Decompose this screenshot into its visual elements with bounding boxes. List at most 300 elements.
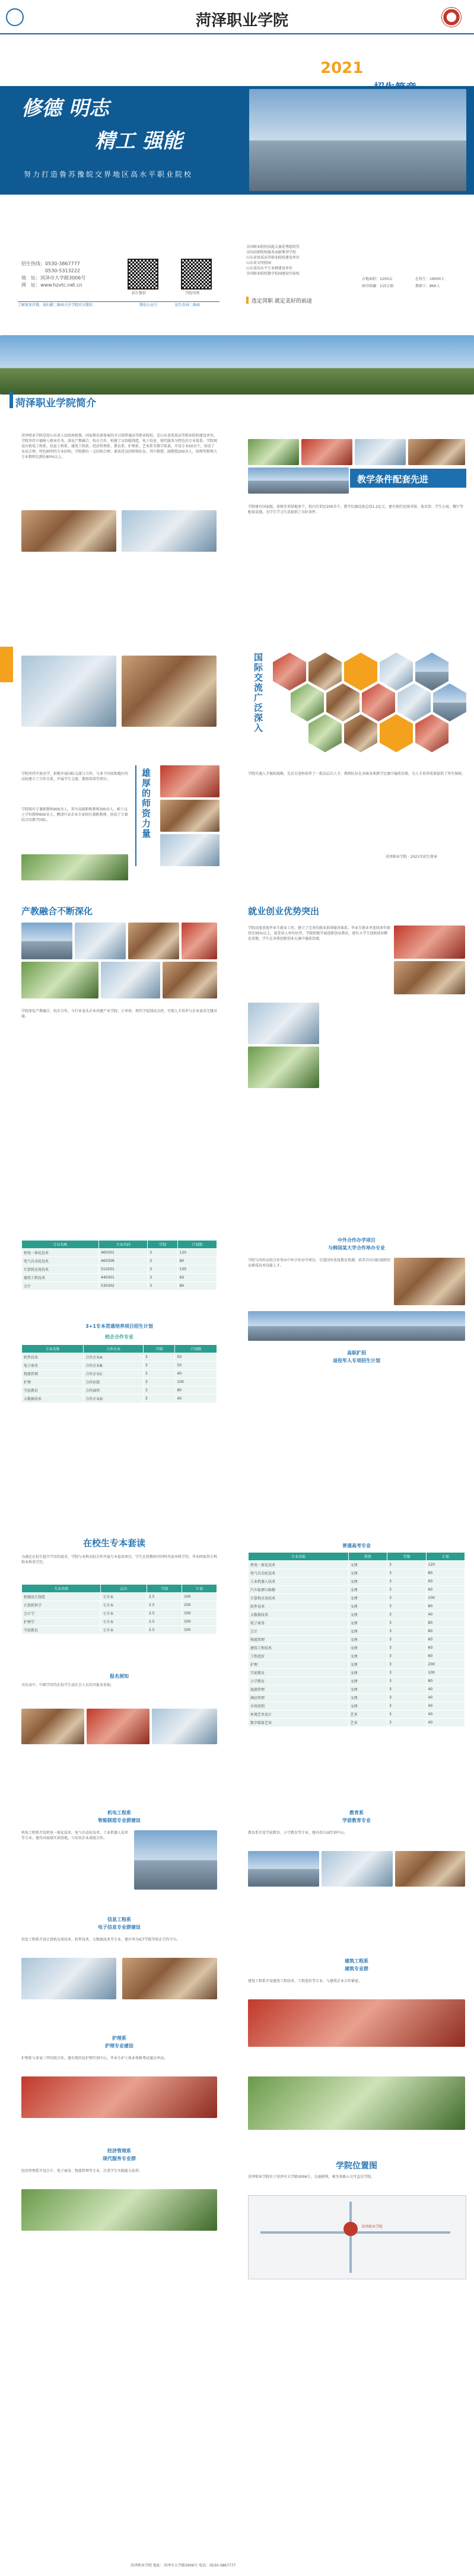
industry-photo (101, 962, 160, 998)
cell: 50 (175, 1362, 217, 1370)
school-name: 菏泽职业学院 (196, 12, 289, 30)
admission-note-title: 报名须知 (110, 1674, 129, 1679)
footer-note: 菏泽职业学院 地址：菏泽市大学路3006号 电话：0530-3867777 (131, 2564, 236, 2568)
cell: 建筑工程技术 (22, 1274, 99, 1282)
teaching-title: 教学条件配套先进 (357, 474, 429, 485)
table-row (22, 1257, 217, 1265)
industry-photo (21, 923, 72, 959)
table-header: 科类 (348, 1553, 387, 1561)
table-row (22, 1282, 217, 1290)
hex-photo (362, 683, 395, 721)
cell: 80 (177, 1257, 217, 1265)
faculty-photo (122, 656, 217, 727)
cell: 3 (387, 1594, 426, 1602)
cell: 40 (175, 1395, 217, 1403)
graduation-photo (152, 1709, 217, 1744)
dept-photo (248, 1851, 319, 1887)
cell: 3 (387, 1644, 426, 1652)
cell: 3 (387, 1710, 426, 1719)
cell: 文理 (348, 1627, 387, 1636)
intl-body3: 学院实施人才强校战略，先后引进和培养了一批高层次人才，教师队伍在各级各类教学比赛中屡获佳绩，为人才培养质量提供了坚实保障。 (248, 772, 466, 776)
contact-address: 地 址：菏泽市大学路3006号 (21, 275, 86, 281)
cell: 100 (182, 1601, 217, 1610)
cell: 艺术 (348, 1719, 387, 1727)
cell: 合作企业C (84, 1370, 143, 1378)
cell: 合作企业A (84, 1353, 143, 1362)
cell: 建筑工程技术 (249, 1644, 349, 1652)
cell: 工程造价 (249, 1652, 349, 1661)
cell: 40 (426, 1685, 465, 1694)
cell: 3 (143, 1395, 175, 1403)
slogan: 努力打造鲁苏豫皖交界地区高水平职业院校 (24, 170, 193, 179)
cell: 2.5 (147, 1618, 182, 1626)
hex-photo (397, 683, 431, 721)
cell: 50 (175, 1353, 217, 1362)
cell: 60 (426, 1644, 465, 1652)
qr2-label: 学院官网 (185, 291, 200, 295)
list-item: 山东省高水平专业群建设单位 (246, 266, 293, 271)
table-row (249, 1627, 465, 1636)
cell: 环境艺术设计 (249, 1710, 349, 1719)
hex-photo (380, 714, 413, 752)
cell: 3 (387, 1586, 426, 1594)
intro-body: 菏泽职业学院是经山东省人民政府批准、国家教育部备案的全日制普通高等职业院校，是山东省优质高等职业院校建设单位。学院坚持立德树人根本任务，深化产教融合、校企合作，构建了以智能制造、电子信息、现代服务为特色的专业体系。学院现设有机电工程系、信息工程系、建筑工程系、经济管理系、教育系、护理系、艺术系等教学系部，开设专业50余个，形成了布局合理、特色鲜明的专业结构。学院拥有一支结构合理、素质优良的师资队伍，其中教授、副教授200余人，双师型教师占专业教师比例达85%以上。 (21, 434, 218, 459)
honors-list (246, 244, 466, 276)
dept6-sub: 建筑专业群 (345, 1966, 368, 1971)
cell: 文理 (348, 1652, 387, 1661)
dept-photo (322, 1851, 393, 1887)
table-row (249, 1669, 465, 1677)
cell: 专升本 (101, 1626, 147, 1634)
cell: 100 (182, 1610, 217, 1618)
dept4-title: 经济管理系 (107, 2148, 131, 2154)
cell: 学前教育 (22, 1626, 101, 1634)
sino-photo (394, 1258, 465, 1305)
page-note: 菏泽职业学院 · 2021年招生简章 (386, 855, 437, 859)
table-row (22, 1618, 217, 1626)
hex-photo (326, 683, 360, 721)
cell: 艺术 (348, 1710, 387, 1719)
table-header: 计划 (426, 1553, 465, 1561)
cell: 80 (177, 1282, 217, 1290)
table-row (249, 1619, 465, 1627)
cell: 3 (387, 1677, 426, 1685)
cell: 专升本 (101, 1610, 147, 1618)
hex-photo (380, 653, 413, 691)
contact-phone1: 招生热线：0530-3867777 (21, 261, 80, 266)
faculty-title-bar (135, 765, 136, 866)
graduation-photo (21, 1709, 84, 1744)
gallery-photo (301, 439, 352, 465)
cell: 合作园所 (84, 1386, 143, 1395)
dept2-body: 信息工程系开设计算机应用技术、软件技术、大数据技术等专业，建有华为ICT学院等校企合作平台。 (21, 1938, 180, 1942)
cell: 40 (426, 1719, 465, 1727)
faculty-photo (21, 854, 128, 880)
cell: 3 (387, 1661, 426, 1669)
table2-title: 3+1专本贯通培养项目招生计划 (85, 1324, 153, 1329)
cell: 机电一体化技术 (22, 1249, 99, 1257)
cell: 计算机科学 (22, 1601, 101, 1610)
cell: 护理 (249, 1661, 349, 1669)
cell: 专升本 (101, 1601, 147, 1610)
cell: 会计 (22, 1282, 99, 1290)
intl-body1: 学院坚持开放办学，积极开展国际交流与合作，与多个国家和地区的高校建立了合作关系，开展学生交流、教师培训等项目。 (21, 772, 129, 781)
stat: 教职工：860人 (415, 284, 440, 288)
footer-btn1[interactable]: 微信公众号 (139, 303, 158, 307)
cell: 3 (143, 1362, 175, 1370)
hex-photo (308, 714, 342, 752)
sino-heading1: 中外合作办学项目 (338, 1238, 376, 1243)
employment-photo (394, 926, 465, 959)
gallery-photo (355, 439, 406, 465)
students-photo (21, 510, 116, 552)
cell: 物流管理 (22, 1370, 84, 1378)
table-row (22, 1265, 217, 1274)
cell: 大数据技术 (22, 1395, 84, 1403)
cell: 合作企业D (84, 1395, 143, 1403)
admission-body: 为满足在校生提升学历的需求，学院与本科高校合作开展专本套读项目，学生在校期间可同时攻读本科学历，毕业时取得专科和本科双学历。 (21, 1555, 218, 1564)
dept3-sub: 护理专业建设 (105, 2043, 133, 2049)
sino-heading4: 退役军人专项招生计划 (333, 1358, 380, 1363)
cell: 3 (143, 1386, 175, 1395)
table-header: 计划 (182, 1585, 217, 1593)
gallery-photo (248, 468, 349, 494)
cell: 电子商务 (249, 1619, 349, 1627)
table-header: 专业名称 (249, 1553, 349, 1561)
faculty-photo (160, 834, 219, 866)
cell: 机电一体化技术 (249, 1561, 349, 1569)
dept1-sub: 智能制造专业群建设 (98, 1818, 141, 1823)
stat: 在校生：16000人 (415, 277, 445, 281)
cell: 3 (387, 1719, 426, 1727)
cell: 工业机器人技术 (249, 1578, 349, 1586)
table-row (249, 1561, 465, 1569)
table-row (249, 1677, 465, 1685)
faculty-photo (160, 765, 219, 797)
cell: 100 (182, 1626, 217, 1634)
table-header: 计划数 (175, 1345, 217, 1353)
cell: 文理 (348, 1602, 387, 1611)
dept2-title: 信息工程系 (107, 1917, 131, 1922)
table-row (249, 1661, 465, 1669)
cell: 3 (387, 1627, 426, 1636)
dept6-body: 建筑工程系开设建筑工程技术、工程造价等专业，与建筑企业合作紧密。 (248, 1979, 362, 1983)
employment-photo (394, 961, 465, 994)
cell: 80 (426, 1619, 465, 1627)
enroll-table (248, 1552, 465, 1727)
cell: 计算机应用技术 (249, 1594, 349, 1602)
dept3-title: 护理系 (112, 2036, 126, 2041)
cell: 小学教育 (249, 1677, 349, 1685)
hex-photo (415, 653, 448, 691)
cell: 3 (387, 1619, 426, 1627)
dept3-body: 护理系与多家三甲医院合作，建有现代化护理实训中心，毕业生护士执业资格考试通过率高。 (21, 2056, 168, 2060)
cell: 80 (426, 1602, 465, 1611)
cell: 文理 (348, 1578, 387, 1586)
cell: 510201 (98, 1265, 147, 1274)
cell: 大数据技术 (249, 1611, 349, 1619)
table-header: 合作企业 (84, 1345, 143, 1353)
cell: 40 (426, 1702, 465, 1710)
cell: 40 (426, 1694, 465, 1702)
gallery-photo (408, 439, 465, 465)
table-row (249, 1644, 465, 1652)
campus-panorama-photo (0, 335, 474, 395)
cell: 80 (426, 1569, 465, 1578)
cell: 专升本 (101, 1618, 147, 1626)
hex-photo (433, 683, 466, 721)
cell: 文理 (348, 1669, 387, 1677)
cell: 文理 (348, 1661, 387, 1669)
industry-title: 产教融合不断深化 (21, 906, 93, 917)
cell: 60 (426, 1636, 465, 1644)
map-road (349, 2202, 352, 2273)
dept-photo (134, 1830, 217, 1890)
table-row (22, 1274, 217, 1282)
cell: 40 (426, 1710, 465, 1719)
employment-photo (248, 1003, 319, 1044)
cell: 60 (177, 1274, 217, 1282)
cell: 专升本 (101, 1593, 147, 1601)
cell: 酒店管理 (249, 1694, 349, 1702)
cell: 2.5 (147, 1593, 182, 1601)
graduation-photo (87, 1709, 149, 1744)
cell: 会计 (249, 1627, 349, 1636)
cell: 460306 (98, 1257, 147, 1265)
hex-photo (344, 653, 377, 691)
footer-btn2[interactable]: 招生咨询二维码 (175, 303, 201, 307)
table-row (22, 1626, 217, 1634)
hex-photo (415, 714, 448, 752)
intl-body2: 学院现有专兼职教师900余人，其中高级职称教师300余人，硕士以上学位教师600余人，聘请行业企业专家担任兼职教师，形成了专兼结合的教学团队。 (21, 807, 128, 822)
dept-photo (21, 2189, 217, 2231)
list-item: 全国职业院校技能大赛优秀组织奖 (246, 245, 300, 249)
faculty-photo (160, 800, 219, 832)
cell: 440301 (98, 1274, 147, 1282)
cell: 文理 (348, 1677, 387, 1685)
employment-photo (248, 1047, 319, 1088)
table-row (22, 1378, 217, 1386)
motto-line2: 精工 强能 (95, 129, 183, 153)
dept-photo (395, 1851, 465, 1887)
contact-website[interactable]: 网 址：www.hzvtc.net.cn (21, 282, 82, 288)
table-row (249, 1702, 465, 1710)
table2-subtitle: 校企合作专业 (105, 1334, 133, 1340)
cell: 文理 (348, 1644, 387, 1652)
table-header: 层次 (101, 1585, 147, 1593)
cell: 文理 (348, 1636, 387, 1644)
dept5-sub: 学前教育专业 (342, 1818, 371, 1823)
students-photo (122, 510, 217, 552)
cell: 3 (148, 1274, 177, 1282)
employment-title: 就业创业优势突出 (248, 906, 320, 917)
cell: 100 (182, 1618, 217, 1626)
dept5-title: 教育系 (349, 1810, 364, 1815)
cell: 软件技术 (249, 1602, 349, 1611)
industry-photo (75, 923, 126, 959)
cell: 3 (387, 1652, 426, 1661)
motto-line1: 修德 明志 (21, 97, 109, 120)
qr1-label: 招生微信 (132, 291, 147, 295)
plan-table-2 (21, 1344, 217, 1403)
table-row (249, 1719, 465, 1727)
cell: 80 (426, 1677, 465, 1685)
qr-code-icon (128, 259, 158, 290)
admission-title: 在校生专本套读 (83, 1538, 146, 1548)
cell: 学前教育 (249, 1669, 349, 1677)
industry-photo (182, 923, 217, 959)
cell: 3 (387, 1685, 426, 1694)
cell: 3 (143, 1353, 175, 1362)
cell: 2.5 (147, 1626, 182, 1634)
list-item: 全国职业院校数字校园建设实验校 (246, 272, 300, 276)
cell: 3 (387, 1636, 426, 1644)
dept1-title: 机电工程系 (107, 1810, 131, 1815)
cell: 护理 (22, 1378, 84, 1386)
dept-photo (21, 2076, 217, 2118)
campus-title: 学院位置图 (336, 2161, 377, 2171)
table-header: 专业代码 (98, 1241, 147, 1249)
cell: 100 (175, 1378, 217, 1386)
school-emblem-icon (441, 7, 462, 27)
cell: 2.5 (147, 1601, 182, 1610)
dept4-sub: 现代服务专业群 (103, 2156, 136, 2161)
stat: 图书馆藏：115万册 (362, 284, 394, 288)
table-row (22, 1386, 217, 1395)
hex-photo (308, 653, 342, 691)
qr-code-icon (181, 259, 212, 290)
industry-photo (21, 962, 98, 998)
cell: 计算机应用技术 (22, 1265, 99, 1274)
employment-body: 学院高度重视毕业生就业工作，建立了完善的就业指导服务体系，毕业生就业率连续多年保持在95%以上，深受用人单位好评。学院积极开展创新创业教育，建有大学生创新创业孵化基地，学生在各类创新创业大赛中屡获佳绩。 (248, 926, 391, 941)
cell: 100 (426, 1594, 465, 1602)
contact-footer-line: 了解更多详情，请扫描二维码关注学院官方微信 (18, 303, 93, 307)
intro-title: 菏泽职业学院简介 (15, 397, 96, 409)
table-row (249, 1602, 465, 1611)
enroll-title: 普通高考专业 (342, 1543, 371, 1548)
campus-building-photo (249, 89, 466, 191)
table-header: 学制 (143, 1345, 175, 1353)
header-year: 2021 (320, 59, 364, 77)
campus-map (248, 2195, 466, 2279)
table-header: 学制 (387, 1553, 426, 1561)
cell: 100 (426, 1669, 465, 1677)
cell: 合作企业B (84, 1362, 143, 1370)
table-row (22, 1395, 217, 1403)
cell: 40 (426, 1611, 465, 1619)
teaching-body: 学院建有国家级、省级实训基地多个，校内实训室200余个，教学仪器设备总值1.2亿元。建有现代化图书馆、体育馆、学生公寓、餐厅等配套设施，为学生学习生活提供了良好条件。 (248, 505, 463, 514)
cell: 文理 (348, 1702, 387, 1710)
intro-title-mark (9, 392, 13, 408)
cell: 60 (426, 1586, 465, 1594)
cell: 文理 (348, 1611, 387, 1619)
sino-heading2: 与韩国某大学合作举办专业 (328, 1245, 385, 1251)
cell: 文理 (348, 1694, 387, 1702)
intl-vertical-title: 国际交流广泛深入 (253, 653, 263, 733)
dept-photo (248, 2076, 465, 2130)
table-row (22, 1610, 217, 1618)
cell: 软件技术 (22, 1353, 84, 1362)
cell: 460301 (98, 1249, 147, 1257)
dept5-body: 教育系开设学前教育、小学教育等专业，建有幼儿园实训中心。 (248, 1831, 348, 1835)
cell: 530302 (98, 1282, 147, 1290)
table-row (249, 1636, 465, 1644)
gallery-photo (248, 439, 299, 465)
industry-body: 学院深化产教融合、校企合作，与行业龙头企业共建产业学院、订单班、现代学徒制试点班，实现人才培养与企业需求无缝对接。 (21, 1009, 218, 1019)
cell: 3 (387, 1611, 426, 1619)
dept-photo (21, 1958, 116, 1999)
cell: 3 (143, 1370, 175, 1378)
table-row (22, 1362, 217, 1370)
cell: 汽车检测与维修 (249, 1586, 349, 1594)
table-row (22, 1601, 217, 1610)
table-row (249, 1611, 465, 1619)
map-label: 菏泽职业学院 (361, 2225, 383, 2229)
table-row (249, 1694, 465, 1702)
cell: 200 (426, 1661, 465, 1669)
cell: 3 (387, 1569, 426, 1578)
cell: 3 (387, 1602, 426, 1611)
sino-body: 学院与国外高校合作举办中外合作办学项目，引进国外优质教育资源，培养具有国际视野的高素质技术技能人才。 (248, 1258, 391, 1268)
cell: 文理 (348, 1586, 387, 1594)
cell: 3 (148, 1282, 177, 1290)
cell: 2.5 (147, 1610, 182, 1618)
cell: 120 (177, 1249, 217, 1257)
table-header: 计划数 (177, 1241, 217, 1249)
list-item: 山东省优质高等职业院校建设单位 (246, 256, 300, 260)
table-header: 学制 (148, 1241, 177, 1249)
dept4-body: 经济管理系开设会计、电子商务、物流管理等专业，注重学生实践能力培养。 (21, 2169, 143, 2173)
caption-bar (246, 297, 249, 304)
cell: 电子商务 (22, 1362, 84, 1370)
cell: 3 (387, 1702, 426, 1710)
cell: 文理 (348, 1569, 387, 1578)
cell: 机械设计制造 (22, 1593, 101, 1601)
cell: 数字媒体艺术 (249, 1719, 349, 1727)
stat: 占地面积：1200亩 (362, 277, 393, 281)
faculty-vertical-title: 雄厚的师资力量 (141, 768, 151, 839)
cell: 电气自动化技术 (249, 1569, 349, 1578)
table-row (249, 1586, 465, 1594)
table-header: 专业名称 (22, 1345, 84, 1353)
cell: 物流管理 (249, 1636, 349, 1644)
plan-table-1 (21, 1240, 217, 1290)
cell: 3 (143, 1378, 175, 1386)
faculty-photo (21, 656, 116, 727)
hex-photo (344, 714, 377, 752)
cell: 文理 (348, 1594, 387, 1602)
industry-photo (163, 962, 217, 998)
cell: 护理学 (22, 1618, 101, 1626)
cell: 文理 (348, 1561, 387, 1569)
table-row (249, 1710, 465, 1719)
hex-photo (291, 683, 324, 721)
sino-heading3: 高职扩招 (347, 1350, 366, 1356)
dept6-title: 建筑工程系 (345, 1958, 368, 1964)
cell: 3 (387, 1561, 426, 1569)
table-row (249, 1652, 465, 1661)
cell: 80 (426, 1627, 465, 1636)
cell: 40 (175, 1370, 217, 1378)
cell: 旅游管理 (249, 1685, 349, 1694)
cell: 会计学 (22, 1610, 101, 1618)
sino-photo (248, 1311, 465, 1341)
cell: 电气自动化技术 (22, 1257, 99, 1265)
cell: 3 (387, 1694, 426, 1702)
cell: 3 (387, 1578, 426, 1586)
cell: 3 (148, 1265, 177, 1274)
cell: 市场营销 (249, 1702, 349, 1710)
